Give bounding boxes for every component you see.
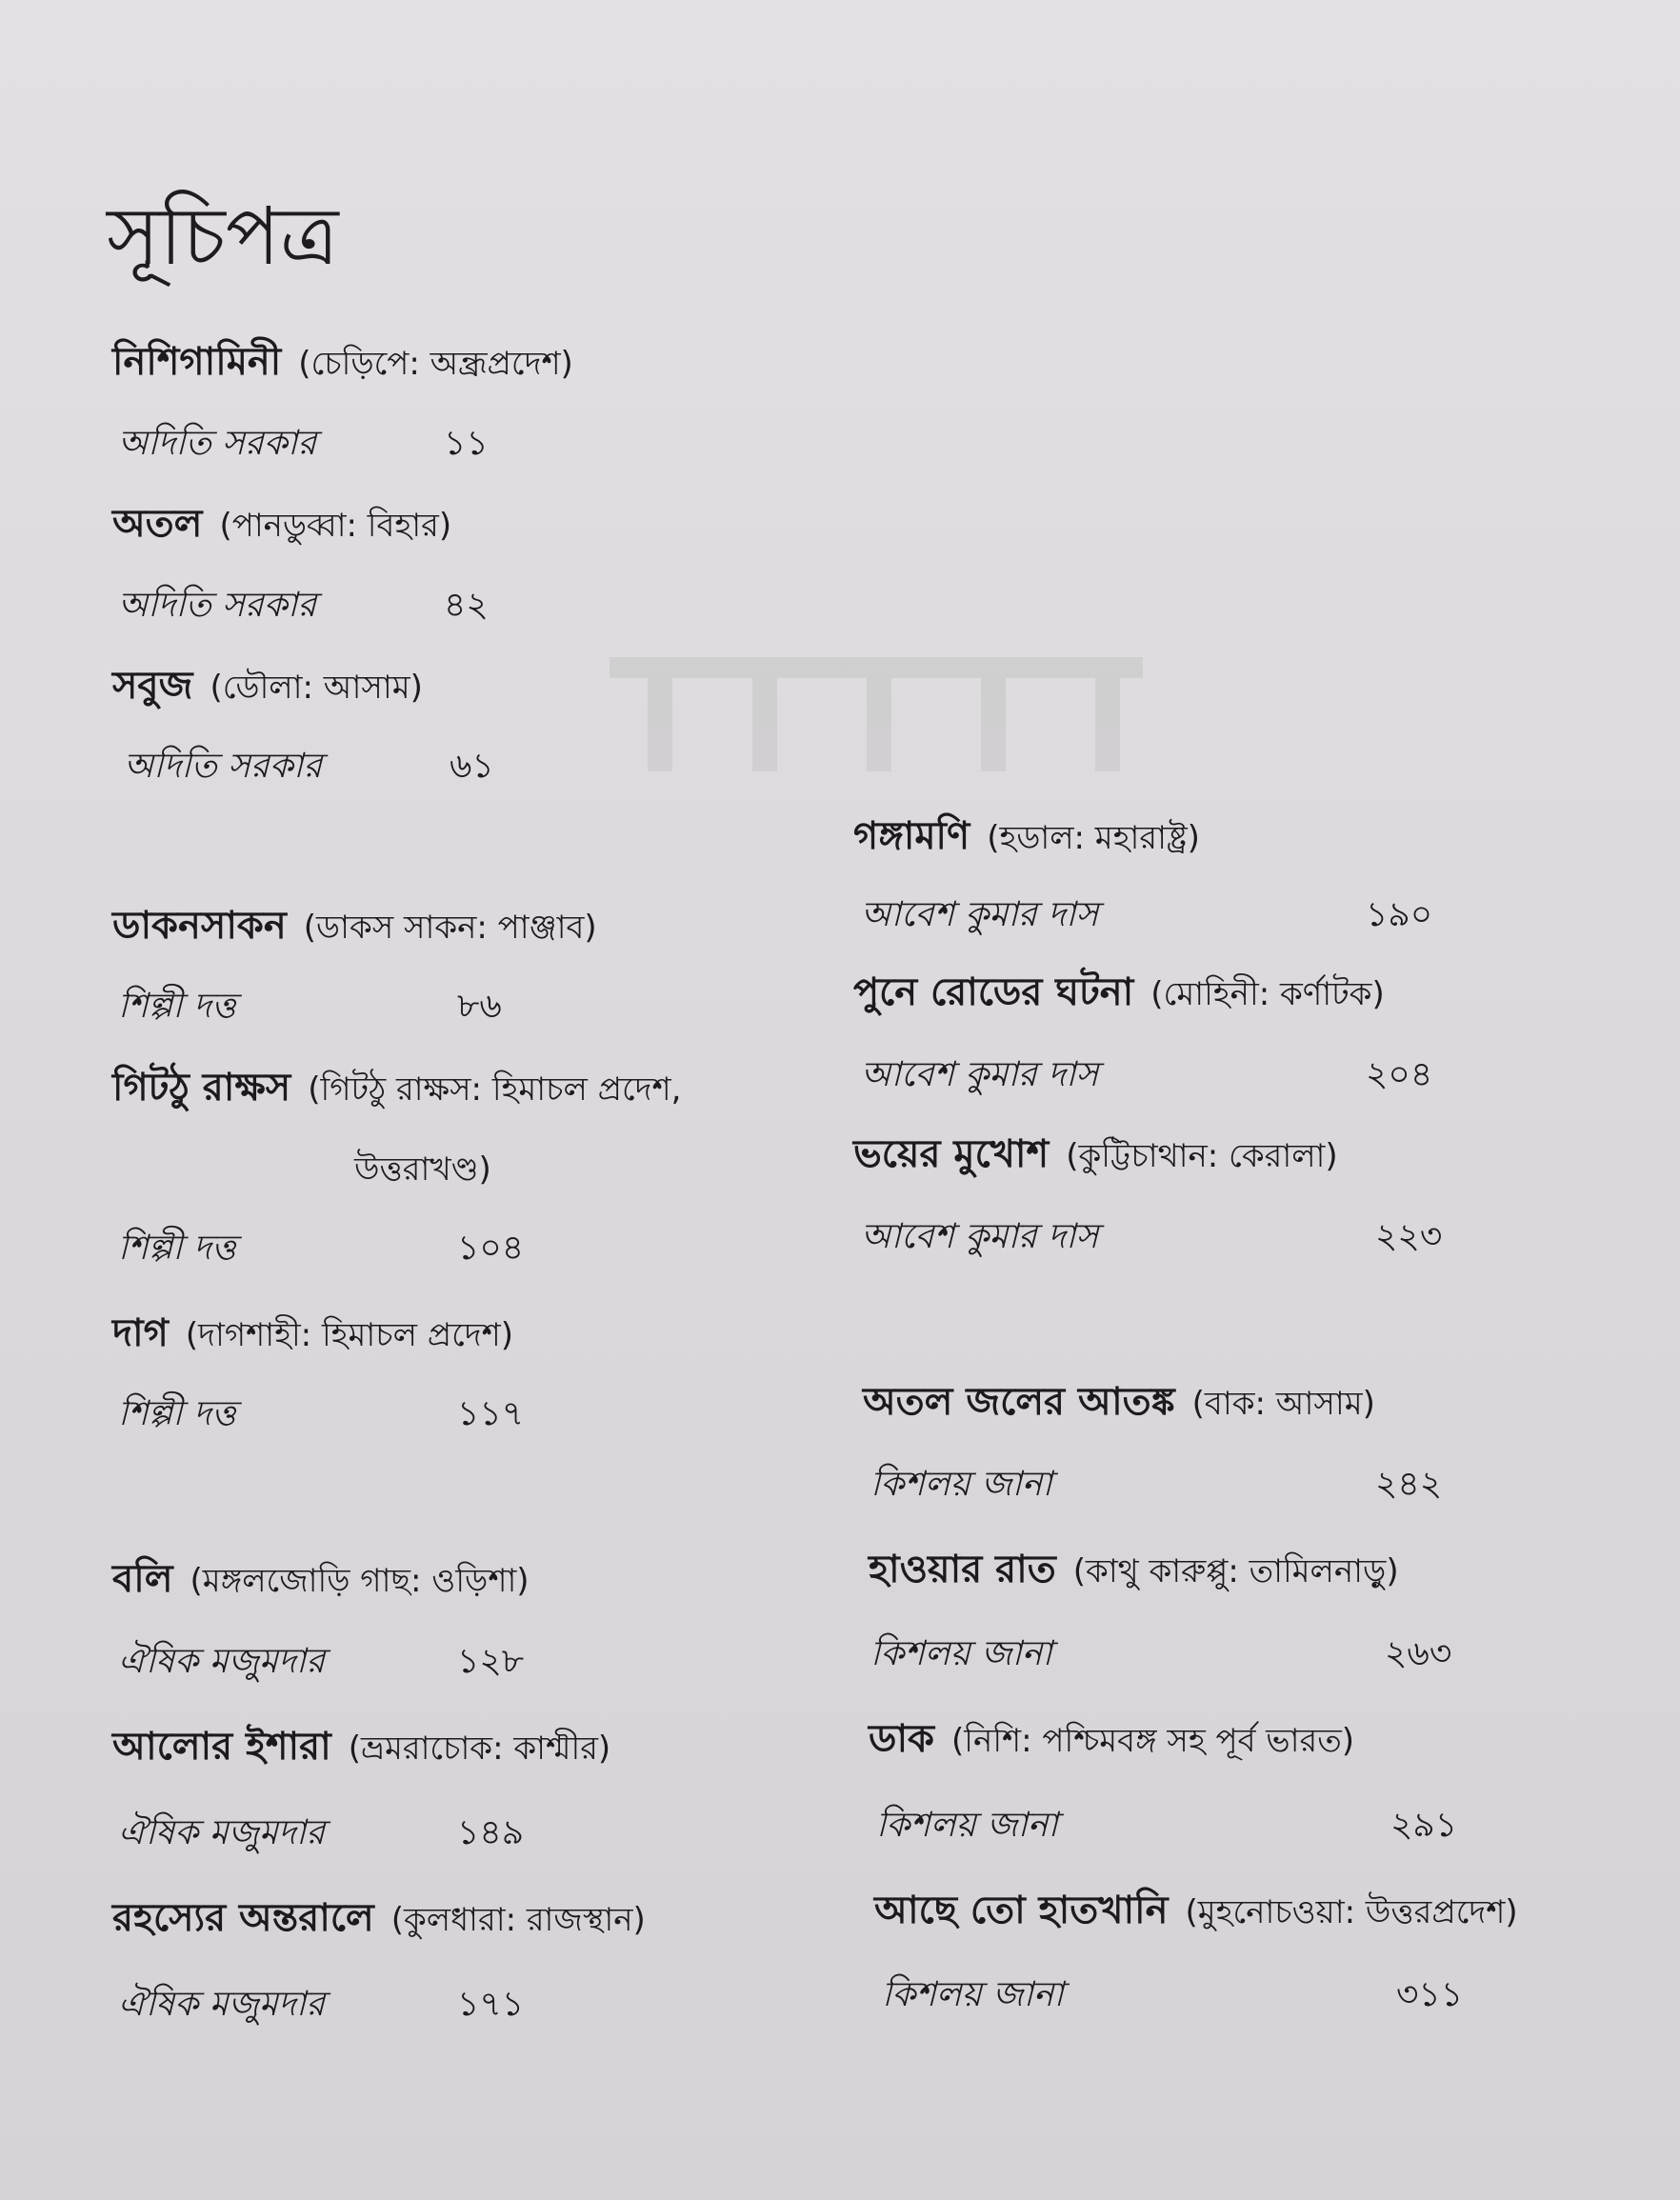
story-note: (ডৌলা: আসাম) [210,669,423,707]
story-note: (কাথু কারুপ্পু: তামিলনাড়ু) [1072,1552,1399,1590]
toc-story-entry[interactable] [112,901,597,952]
story-title: পুনে রোডের ঘটনা [853,970,1134,1014]
story-title: দাগ [112,1311,169,1355]
author-name: কিশলয় জানা [870,1465,1052,1504]
page-number: ১২৮ [457,1642,525,1681]
author-name: ঐষিক মজুমদার [118,1813,326,1852]
page-number: ২২৩ [1375,1217,1443,1256]
page-number: ১৪৯ [457,1813,525,1852]
story-note: (চেড়িপে: অন্ধ্রপ্রদেশ) [298,345,573,383]
toc-story-entry[interactable] [853,1130,1338,1181]
toc-story-entry[interactable] [112,1063,681,1114]
author-name: ঐষিক মজুমদার [118,1642,326,1681]
story-title: ভয়ের মুখোশ [853,1132,1050,1176]
story-title: গঙ্গামণি [853,814,970,858]
toc-story-entry[interactable] [112,1722,610,1773]
page-number: ২৪২ [1375,1465,1443,1504]
story-note: (ভ্রমরাচোক: কাশ্মীর) [348,1730,611,1768]
author-name: কিশলয় জানা [870,1634,1052,1673]
story-note: (গিটঠু রাক্ষস: হিমাচল প্রদেশ, [308,1070,682,1109]
story-note: (পানডুব্বা: বিহার) [219,507,452,545]
story-note: (মুহনোচওয়া: উত্তরপ্রদেশ) [1185,1893,1518,1931]
page-number: ৬১ [450,747,494,786]
story-title: রহস্যের অন্তরালে [112,1896,374,1940]
toc-story-entry[interactable] [874,1886,1518,1937]
author-name: অদিতি সরকার [124,747,323,786]
story-title: অতল জলের আতঙ্ক [863,1380,1175,1424]
story-note: (দাগশাহী: হিমাচল প্রদেশ) [185,1316,514,1354]
author-name: কিশলয় জানা [876,1806,1058,1845]
story-title: আলোর ইশারা [112,1725,331,1769]
toc-story-entry[interactable] [112,1554,530,1606]
author-name: শিল্পী দত্ত [118,987,236,1026]
story-title: ডাক [869,1717,935,1761]
story-note: (ডাকস সাকন: পাঞ্জাব) [303,909,597,947]
author-name: অদিতি সরকার [118,586,317,625]
story-note: (মোহিনী: কর্ণাটক) [1150,975,1385,1013]
author-name: শিল্পী দত্ত [118,1394,236,1433]
toc-story-entry[interactable] [853,811,1200,863]
author-name: আবেশ কুমার দাস [861,1055,1099,1094]
story-title: অতল [112,502,203,546]
page-number: ১০৪ [457,1229,525,1268]
story-note: (বাক: আসাম) [1191,1385,1375,1423]
toc-story-entry[interactable] [853,968,1385,1019]
toc-story-entry[interactable] [112,1893,646,1945]
author-name: অদিতি সরকার [118,424,317,463]
story-title: আছে তো হাতখানি [874,1889,1169,1932]
story-title: নিশিগামিনী [112,340,282,384]
story-note: (কুলধারা: রাজস্থান) [390,1901,646,1939]
page-number: ১৯০ [1366,895,1433,934]
author-name: কিশলয় জানা [882,1975,1064,2014]
toc-story-entry[interactable] [863,1377,1375,1429]
toc-story-entry[interactable] [112,499,451,550]
story-note: (মঙ্গলজোড়ি গাছ: ওড়িশা) [190,1562,530,1600]
story-note: (হডাল: মহারাষ্ট্র) [987,819,1200,857]
story-title: সবুজ [112,664,193,708]
story-note-continuation: উত্তরাখণ্ড) [354,1150,491,1189]
toc-story-entry[interactable] [869,1545,1399,1596]
page-number: ২০৪ [1366,1055,1433,1094]
story-title: ডাকনসাকন [112,904,287,948]
toc-story-entry[interactable] [112,1309,513,1360]
page-title: সূচিপত্র [107,190,339,284]
toc-story-entry[interactable] [869,1714,1354,1766]
author-name: আবেশ কুমার দাস [861,1217,1099,1256]
page-number: ১১৭ [457,1394,525,1433]
story-note: (নিশি: পশ্চিমবঙ্গ সহ পূর্ব ভারত) [951,1722,1354,1760]
story-title: হাওয়ার রাত [869,1548,1056,1591]
page-number: ১১ [444,424,489,463]
page-number: ২৯১ [1390,1806,1458,1845]
author-name: আবেশ কুমার দাস [861,895,1099,934]
page-number: ২৬৩ [1385,1634,1452,1673]
toc-story-entry[interactable] [112,337,573,389]
page-number: ১৭১ [457,1985,525,2024]
page-number: ৮৬ [457,987,502,1026]
story-note: (কুট্টিচাথান: কেরালা) [1066,1137,1338,1175]
page-number: ৪২ [444,586,489,625]
story-title: বলি [112,1557,173,1601]
toc-story-entry[interactable] [112,661,423,712]
bleed-through-shadow [610,657,1143,781]
story-title: গিটঠু রাক্ষস [112,1066,291,1110]
author-name: শিল্পী দত্ত [118,1229,236,1268]
author-name: ঐষিক মজুমদার [118,1985,326,2024]
page-number: ৩১১ [1396,1975,1464,2014]
